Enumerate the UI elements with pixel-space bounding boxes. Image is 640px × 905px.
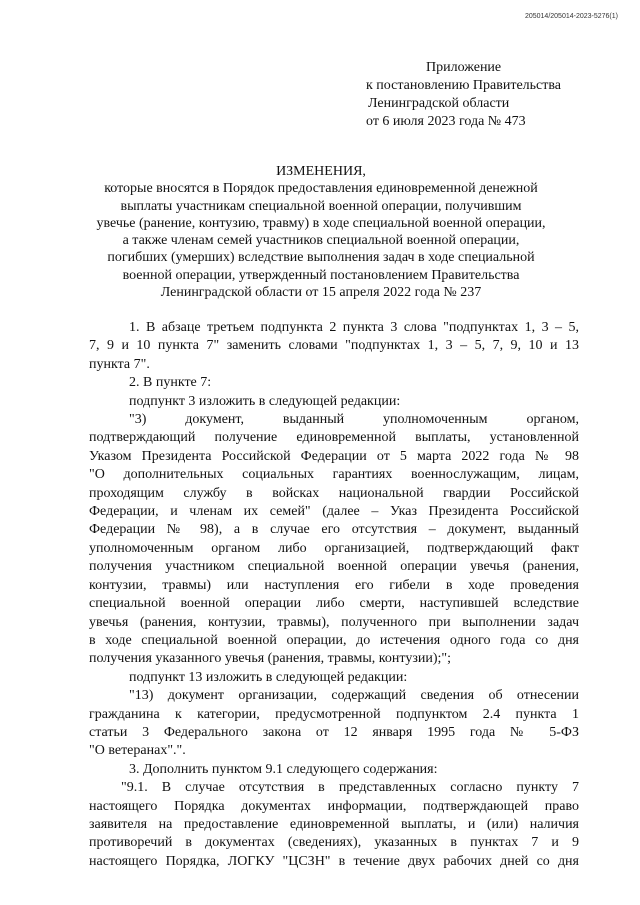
appendix-block	[366, 59, 561, 131]
body-line: Указом Президента Российской Федерации от 5 марта 2022 года № 98	[89, 448, 579, 464]
body-line: настоящего Порядка, ЛОГКУ "ЦСЗН" в течение двух рабочих дней со дня	[89, 853, 579, 869]
body-line: Федерации, и членам их семей" (далее – Указ Президента Российской	[89, 504, 579, 520]
body-line: заявителя на предоставление единовременной выплаты, и (или) наличия	[89, 816, 579, 832]
title-heading: ИЗМЕНЕНИЯ,	[276, 164, 366, 179]
body-line: пункта 7".	[89, 356, 150, 372]
appendix-line: Ленинградской области	[368, 96, 510, 111]
appendix-line: от 6 июля 2023 года № 473	[366, 114, 526, 129]
body-line: гражданина к категории, предусмотренной подпунктом 2.4 пункта 1	[89, 706, 579, 722]
body-line: 7, 9 и 10 пункта 7" заменить словами "подпунктах 1, 3 – 5, 7, 9, 10 и 13	[89, 338, 579, 354]
appendix-line: к постановлению Правительства	[366, 78, 562, 93]
body-line: специальной военной операции либо смерти, наступившей вследствие	[89, 596, 579, 612]
body-line: подпункт 3 изложить в следующей редакции:	[129, 393, 401, 409]
body-line: получения участником специальной военной операции увечья (ранения,	[89, 559, 579, 575]
title-line: Ленинградской области от 15 апреля 2022 года № 237	[160, 285, 482, 301]
title-line: выплаты участникам специальной военной операции, получившим	[120, 198, 522, 214]
body-line: в ходе специальной военной операции, до истечения одного года со дня	[89, 632, 579, 648]
title-line: а также членам семей участников специальной военной операции,	[122, 233, 520, 249]
body-line: подтверждающий получение единовременной выплаты, установленной	[89, 430, 579, 446]
document-title	[40, 163, 602, 301]
body-line: "О дополнительных социальных гарантиях военнослужащим, лицам,	[89, 467, 579, 483]
document-body	[89, 319, 579, 871]
body-line: 2. В пункте 7:	[129, 375, 212, 391]
body-line: Федерации № 98), а в случае его отсутствия – документ, выданный	[89, 522, 579, 538]
title-line: увечье (ранение, контузию, травму) в ходе специальной военной операции,	[96, 215, 546, 231]
body-line: контузии, травмы) или наступления его гибели в ходе проведения	[89, 577, 579, 593]
body-line: противоречий в документах (сведениях), указанных в пунктах 7 и 9	[89, 835, 579, 851]
body-line: 3. Дополнить пунктом 9.1 следующего содержания:	[129, 761, 438, 777]
body-line: "О ветеранах".".	[89, 743, 186, 759]
body-line: "3) документ, выданный уполномоченным органом,	[129, 412, 579, 428]
body-line: уполномоченным органом либо организацией, подтверждающий факт	[89, 540, 579, 556]
document-registration-code: 205014/205014-2023-5276(1)	[524, 13, 618, 20]
body-line: статьи 3 Федерального закона от 12 января 1995 года № 5-ФЗ	[89, 724, 579, 740]
body-line: "9.1. В случае отсутствия в представленных согласно пункту 7	[121, 780, 579, 796]
body-line: настоящего Порядка документах информации, подтверждающей право	[89, 798, 579, 814]
body-line: 1. В абзаце третьем подпункта 2 пункта 3 слова "подпунктах 1, 3 – 5,	[129, 320, 579, 335]
title-line: погибших (умерших) вследствие выполнения задач в ходе специальной	[107, 250, 535, 266]
body-line: увечья (ранения, контузии, травмы), полученного при выполнении задач	[89, 614, 579, 630]
title-line: военной операции, утвержденный постановлением Правительства	[122, 267, 520, 283]
appendix-line: Приложение	[426, 60, 502, 75]
body-line: получения указанного увечья (ранения, травмы, контузии);";	[89, 651, 451, 667]
body-line: проходящим службу в войсках национальной гвардии Российской	[89, 485, 579, 501]
body-line: подпункт 13 изложить в следующей редакции:	[129, 669, 408, 685]
body-line: "13) документ организации, содержащий сведения об отнесении	[129, 688, 579, 704]
title-line: которые вносятся в Порядок предоставления единовременной денежной	[104, 181, 538, 197]
